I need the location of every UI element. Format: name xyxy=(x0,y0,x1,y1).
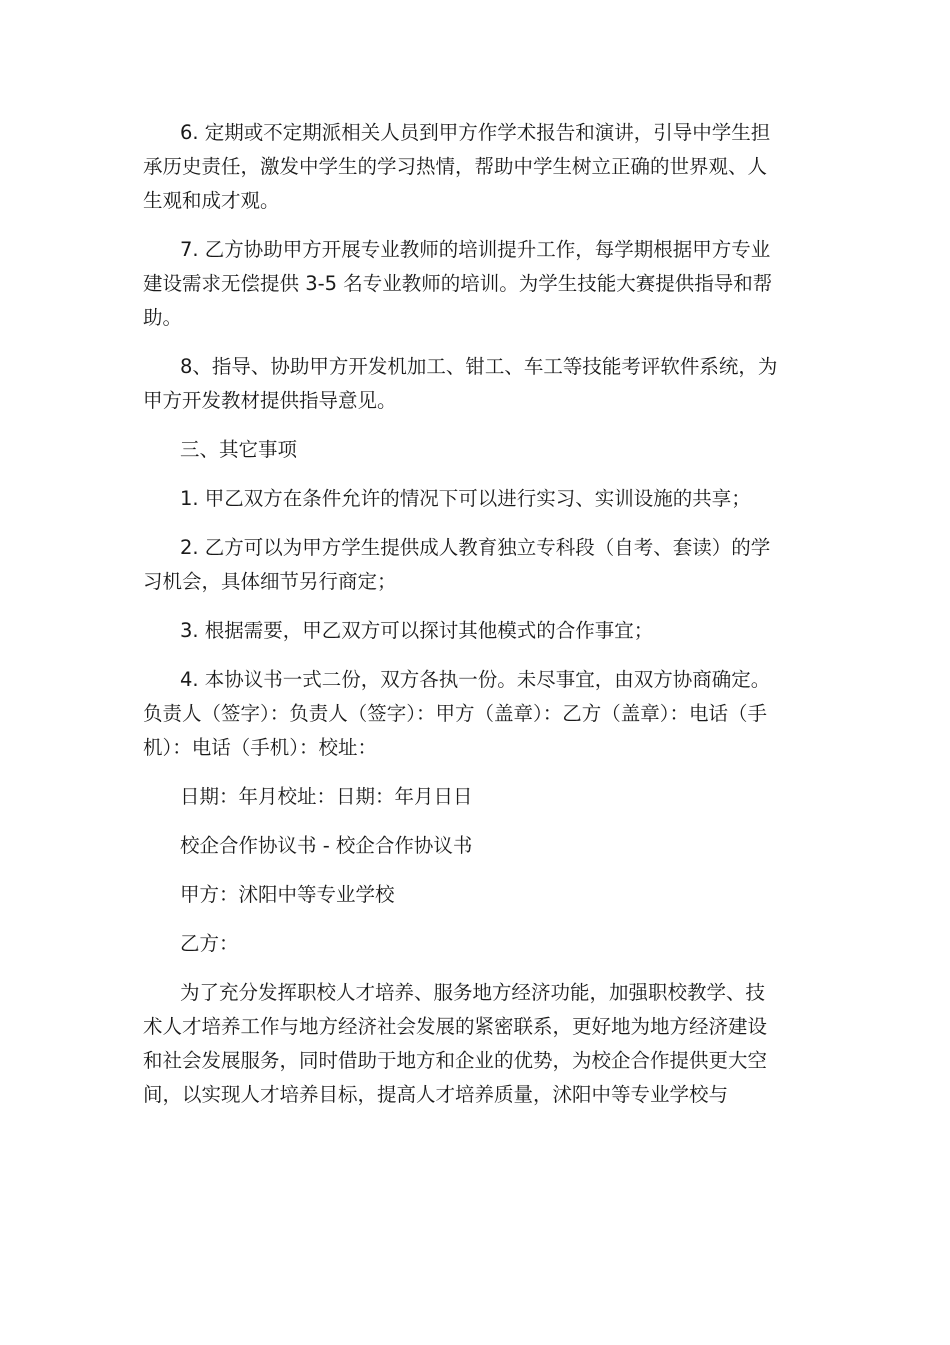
paragraph-other-1: 1. 甲乙双方在条件允许的情况下可以进行实习、实训设施的共享； xyxy=(180,487,751,510)
section-heading-other-matters: 三、其它事项 xyxy=(180,438,298,461)
paragraph-other-2: 2. 乙方可以为甲方学生提供成人教育独立专科段（自考、套读）的学习机会，具体细节另行商定； xyxy=(143,536,771,593)
paragraph-other-4-signatures: 4. 本协议书一式二份，双方各执一份。未尽事宜，由双方协商确定。负责人（签字）：负责人（签字）：甲方（盖章）：乙方（盖章）：电话（手机）：电话（手机）：校址： xyxy=(143,668,771,759)
preamble-paragraph: 为了充分发挥职校人才培养、服务地方经济功能，加强职校教学、技术人才培养工作与地方经济社会发展的紧密联系，更好地为地方经济建设和社会发展服务，同时借助于地方和企业的优势，为校企合作提供更大空间，以实现人才培养目标，提高人才培养质量，沭阳中等专业学校与 xyxy=(143,981,768,1106)
paragraph-item-8: 8、指导、协助甲方开发机加工、钳工、车工等技能考评软件系统，为甲方开发教材提供指导意见。 xyxy=(143,355,778,412)
paragraph-item-6: 6. 定期或不定期派相关人员到甲方作学术报告和演讲，引导中学生担承历史责任，激发中学生的学习热情，帮助中学生树立正确的世界观、人生观和成才观。 xyxy=(143,121,771,212)
paragraph-item-7: 7. 乙方协助甲方开展专业教师的培训提升工作，每学期根据甲方专业建设需求无偿提供 3-5 名专业教师的培训。为学生技能大赛提供指导和帮助。 xyxy=(143,238,773,329)
party-a-line: 甲方：沭阳中等专业学校 xyxy=(180,883,395,906)
paragraph-dates: 日期：年月校址：日期：年月日日 xyxy=(180,785,473,808)
document-body xyxy=(143,116,783,1127)
paragraph-other-3: 3. 根据需要，甲乙双方可以探讨其他模式的合作事宜； xyxy=(180,619,654,642)
party-b-line: 乙方： xyxy=(180,932,239,955)
agreement-title: 校企合作协议书 - 校企合作协议书 xyxy=(180,834,473,857)
